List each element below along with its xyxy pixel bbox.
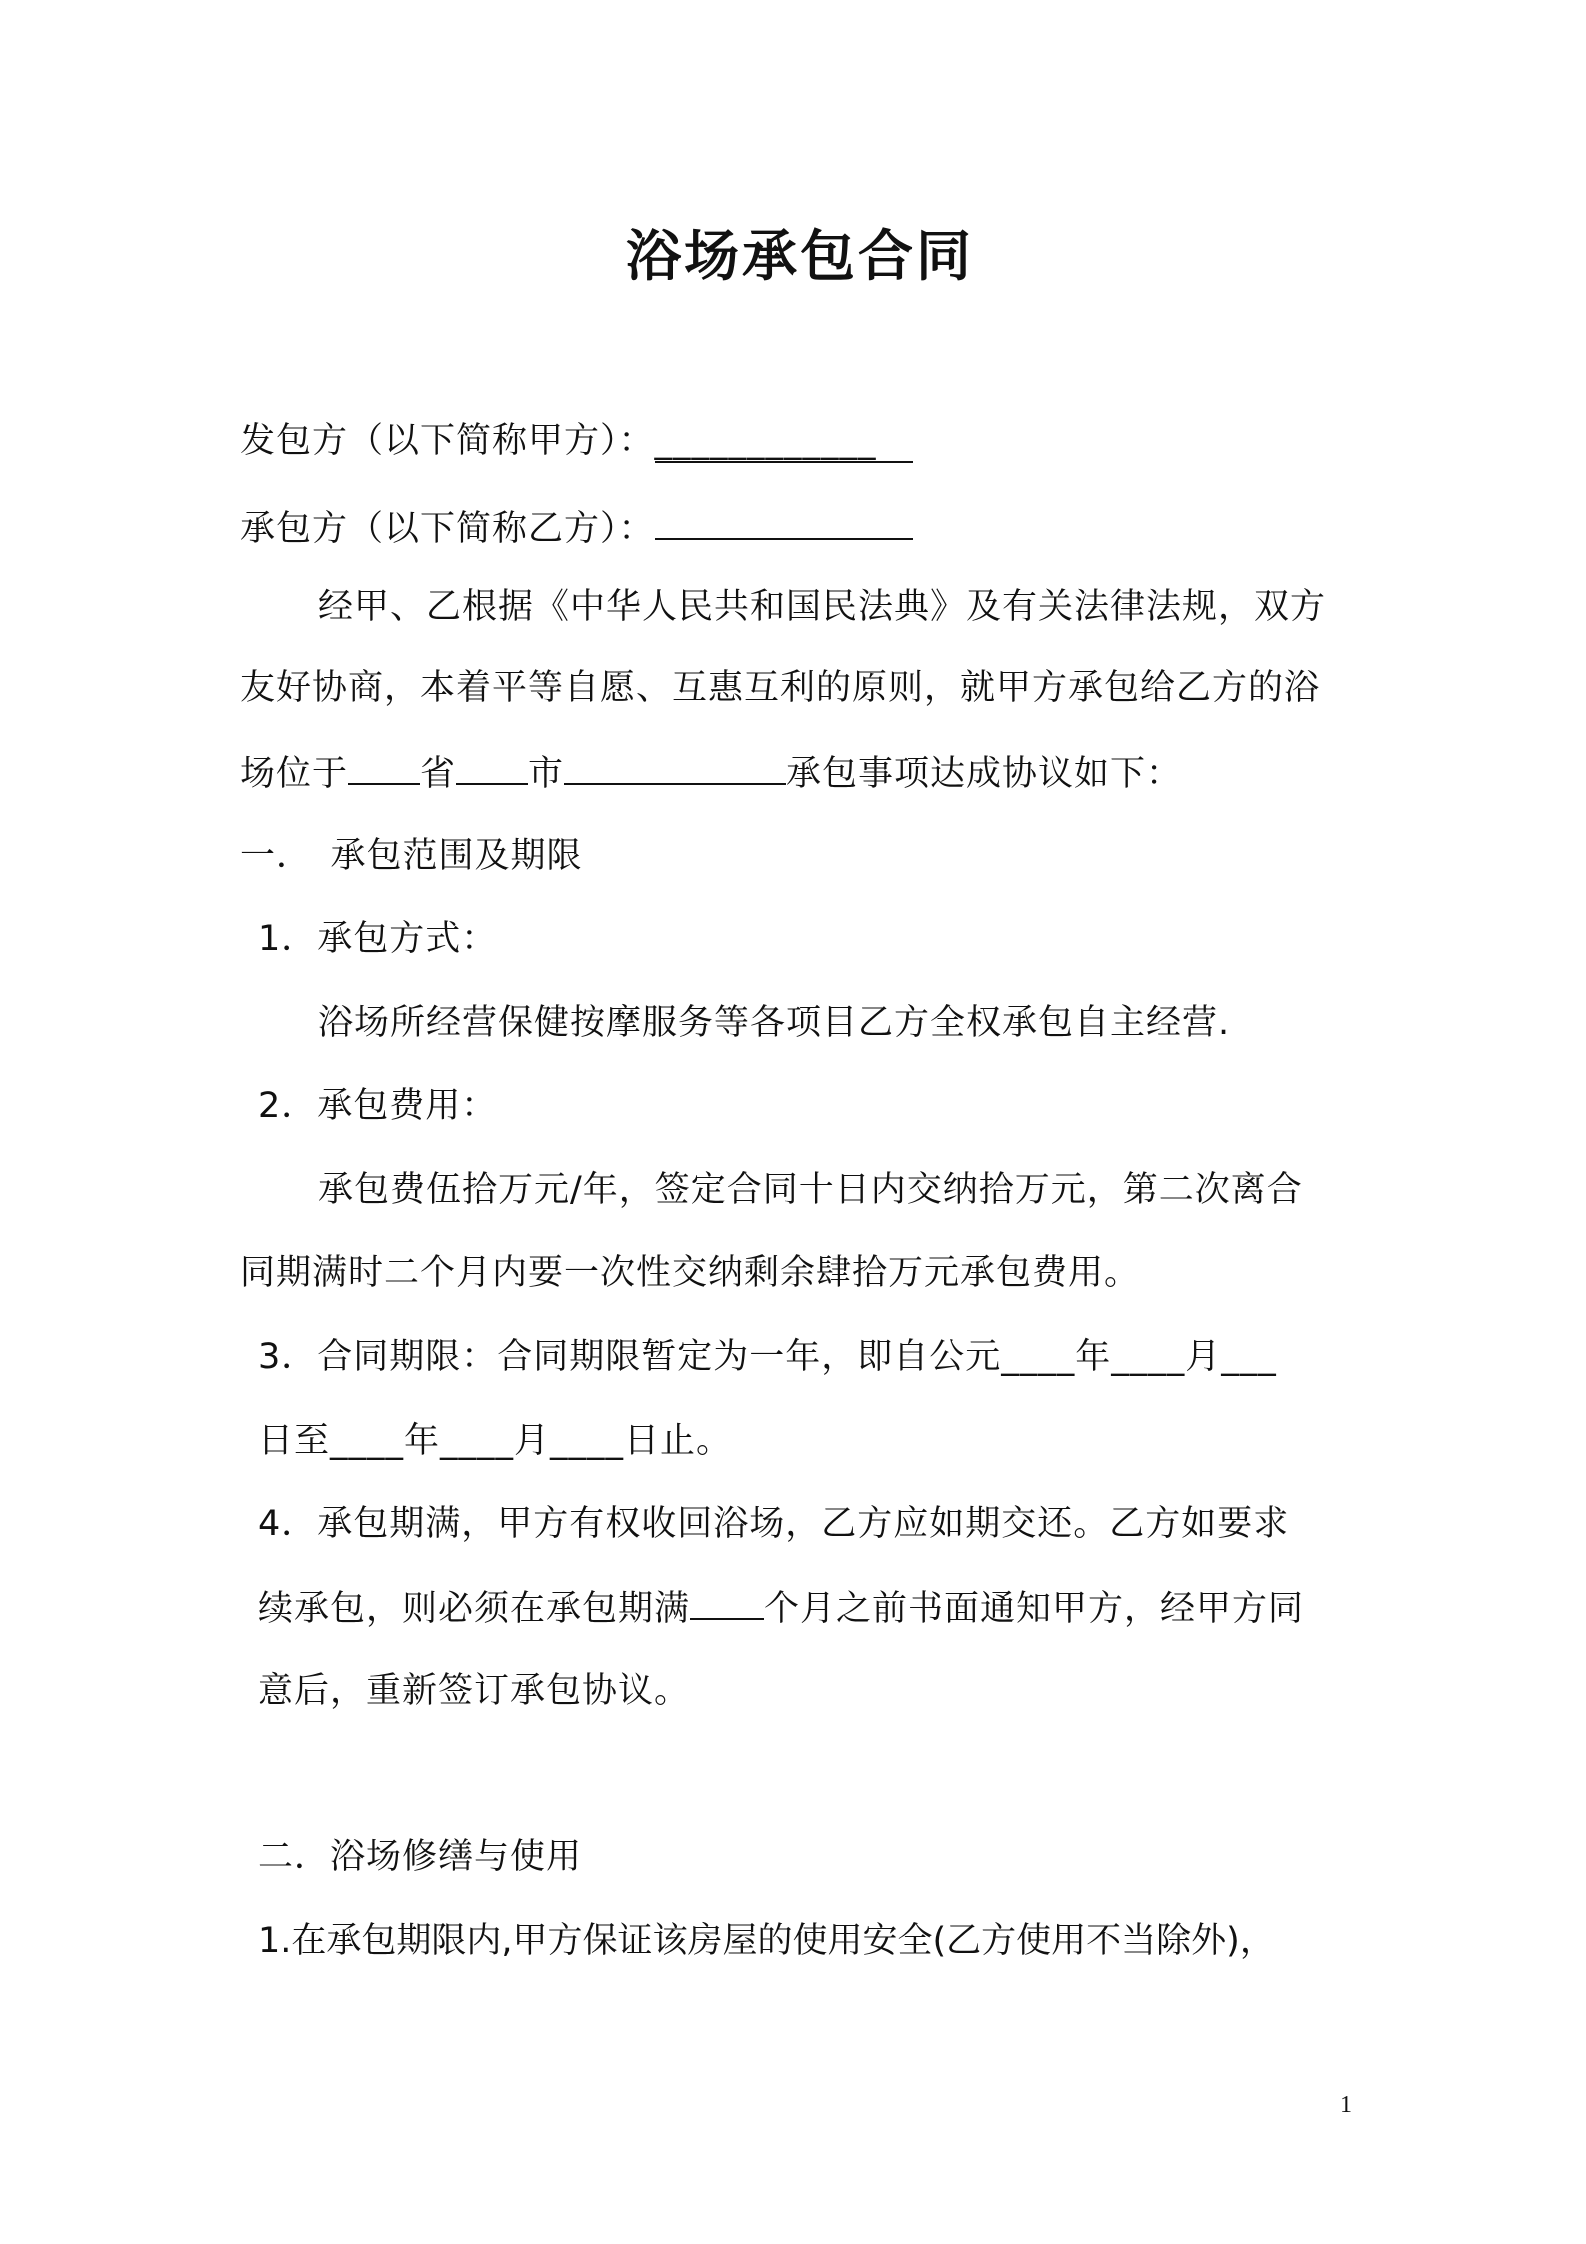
section-2-heading: 二．浴场修缮与使用 (258, 1837, 583, 1877)
section-1-item-2-line-1: 承包费伍拾万元/年，签定合同十日内交纳拾万元，第二次离合 (318, 1170, 1303, 1210)
renewal-notice-suffix: 个月之前书面通知甲方，经甲方同 (764, 1589, 1305, 1629)
section-1-item-4-line-1: 4．承包期满，甲方有权收回浴场，乙方应如期交还。乙方如要求 (258, 1504, 1290, 1544)
party-b-label: 承包方（以下简称乙方）： (240, 509, 655, 549)
province-blank (348, 749, 420, 785)
intro-location-suffix: 承包事项达成协议如下： (786, 754, 1183, 794)
section-1-item-2-heading: 2．承包费用： (258, 1086, 498, 1126)
city-blank (456, 749, 528, 785)
section-1-item-1-text: 浴场所经营保健按摩服务等各项目乙方全权承包自主经营. (318, 1003, 1231, 1043)
section-2-item-1-line-1: 1.在承包期限内,甲方保证该房屋的使用安全(乙方使用不当除外)， (258, 1921, 1275, 1961)
section-1-item-1-heading: 1．承包方式： (258, 919, 498, 959)
address-blank (564, 749, 786, 785)
intro-line-2: 友好协商，本着平等自愿、互惠互利的原则，就甲方承包给乙方的浴 (240, 668, 1321, 708)
city-label: 市 (528, 754, 565, 794)
party-b-line (240, 504, 913, 552)
party-a-line (240, 418, 913, 464)
document-title: 浴场承包合同 (625, 224, 974, 288)
intro-location-prefix: 场位于 (240, 754, 349, 794)
section-1-item-3-line-1: 3．合同期限：合同期限暂定为一年，即自公元____年____月___ (258, 1337, 1277, 1377)
section-1-heading: 一． 承包范围及期限 (240, 836, 583, 876)
intro-line-3 (240, 749, 1182, 797)
page-number: 1 (1340, 2092, 1352, 2118)
party-b-blank (655, 504, 913, 540)
intro-line-1: 经甲、乙根据《中华人民共和国民法典》及有关法律法规，双方 (318, 587, 1327, 627)
section-1-item-4-line-2 (258, 1584, 1304, 1632)
months-blank (690, 1584, 764, 1620)
province-label: 省 (420, 754, 457, 794)
party-a-label: 发包方（以下简称甲方）： (240, 421, 655, 461)
renewal-notice-prefix: 续承包，则必须在承包期满 (258, 1589, 691, 1629)
section-1-item-4-line-3: 意后，重新签订承包协议。 (258, 1671, 691, 1711)
section-1-item-2-line-2: 同期满时二个月内要一次性交纳剩余肆拾万元承包费用。 (240, 1253, 1141, 1293)
party-a-blank-text: ____________ (655, 421, 913, 463)
section-1-item-3-line-2: 日至____年____月____日止。 (258, 1421, 733, 1461)
